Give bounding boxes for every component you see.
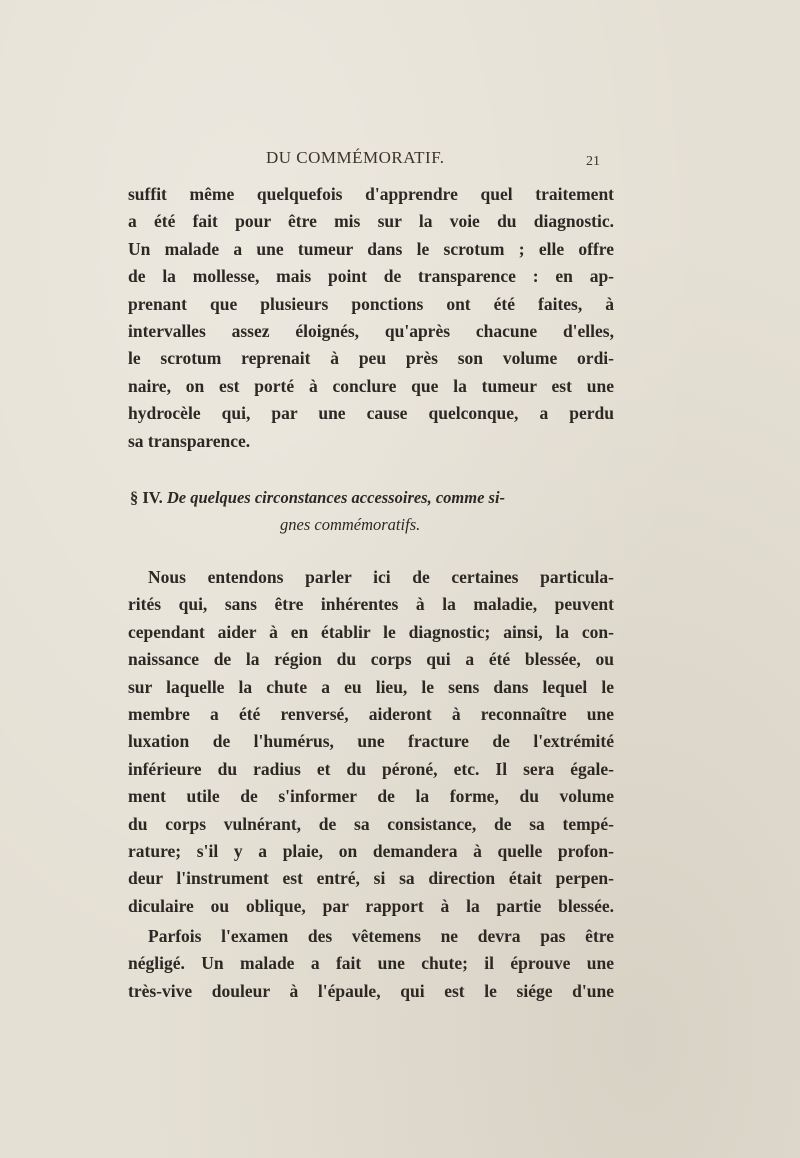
text-line: très-vive douleur à l'épaule, qui est le siége d'une (128, 980, 614, 1001)
text-line: intervalles assez éloignés, qu'après chacune d'elles, (128, 320, 614, 341)
text-line: négligé. Un malade a fait une chute; il éprouve une (128, 953, 614, 974)
paragraph-2 (128, 564, 614, 920)
text-line: rature; s'il y a plaie, on demandera à quelle profon- (128, 840, 614, 861)
paragraph-3 (128, 923, 614, 1005)
text-line: naissance de la région du corps qui a été blessée, ou (128, 649, 614, 670)
text-line: rités qui, sans être inhérentes à la maladie, peuvent (128, 594, 614, 615)
section-title-part-1: De quelques circonstances accessoires, comme si- (166, 488, 506, 507)
section-number: § IV. (130, 488, 163, 507)
running-header: DU COMMÉMORATIF. (266, 148, 445, 167)
text-line: cependant aider à en établir le diagnostic; ainsi, la con- (128, 621, 614, 642)
text-line: diculaire ou oblique, par rapport à la partie blessée. (128, 895, 614, 916)
text-line: Nous entendons parler ici de certaines particula- (148, 567, 614, 587)
text-line: de la mollesse, mais point de transparence : en ap- (128, 266, 614, 287)
text-line: luxation de l'humérus, une fracture de l'extrémité (128, 731, 614, 752)
section-heading (130, 484, 614, 538)
text-line: prenant que plusieurs ponctions ont été faites, à (128, 293, 614, 314)
section-title-part-2: gnes commémoratifs. (280, 515, 421, 534)
text-line: inférieure du radius et du péroné, etc. Il sera égale- (128, 758, 614, 779)
text-line: ment utile de s'informer de la forme, du volume (128, 786, 614, 807)
text-line: a été fait pour être mis sur la voie du diagnostic. (128, 211, 614, 232)
text-line: sa transparence. (128, 430, 251, 451)
section-heading-line-1 (130, 484, 614, 511)
text-line: deur l'instrument est entré, si sa direction était perpen- (128, 868, 614, 889)
text-line: Parfois l'examen des vêtemens ne devra pas être (148, 926, 614, 946)
text-line: membre a été renversé, aideront à reconnaître une (128, 703, 614, 724)
text-line: sur laquelle la chute a eu lieu, le sens dans lequel le (128, 676, 614, 697)
text-line: suffit même quelquefois d'apprendre quel traitement (128, 184, 614, 204)
text-line: naire, on est porté à conclure que la tumeur est une (128, 375, 614, 396)
text-line: du corps vulnérant, de sa consistance, de sa tempé- (128, 813, 614, 834)
text-line: Un malade a une tumeur dans le scrotum ; elle offre (128, 238, 614, 259)
page-number: 21 (586, 154, 600, 169)
paragraph-1 (128, 181, 614, 455)
text-line: hydrocèle qui, par une cause quelconque, a perdu (128, 403, 614, 424)
text-line: le scrotum reprenait à peu près son volume ordi- (128, 348, 614, 369)
